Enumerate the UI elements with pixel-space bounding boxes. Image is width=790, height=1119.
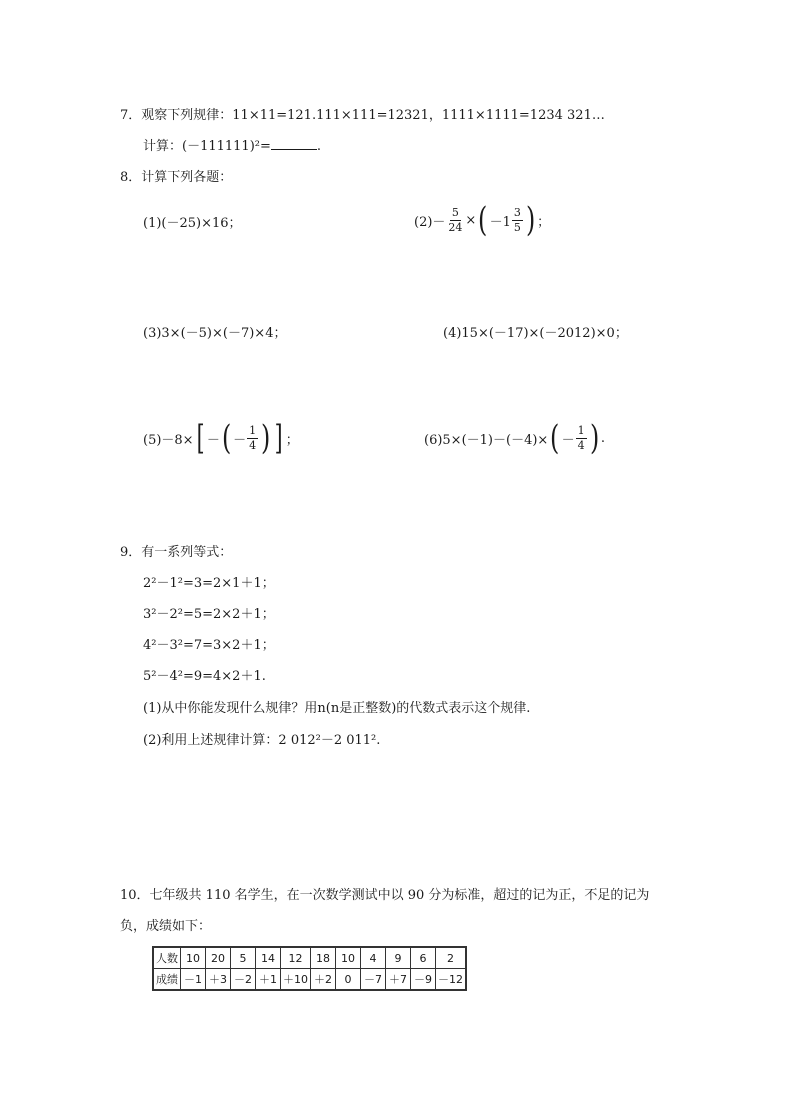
table-cell: 9 [386, 947, 411, 969]
table-cell: 10 [181, 947, 206, 969]
q7-line1: 7．观察下列规律：11×11=121.111×111=12321，1111×1111=1234 321… [120, 108, 605, 123]
left-paren: ( [221, 418, 232, 458]
table-cell: 18 [311, 947, 336, 969]
times-sign: × [465, 212, 477, 228]
q8-part4: (4)15×(－17)×(－2012)×0； [443, 326, 628, 341]
fraction-5-24 [446, 206, 464, 235]
right-bracket: ] [275, 418, 284, 458]
table-cell: －2 [231, 969, 256, 991]
row-label-score: 成绩 [153, 969, 181, 991]
fraction-denominator: 4 [577, 438, 585, 452]
q8-part5 [143, 418, 299, 458]
q8-part2-prefix: (2)－ [414, 214, 446, 230]
q8-part5-suffix: ； [285, 432, 299, 448]
table-cell: 5 [231, 947, 256, 969]
q9-eq3: 4²－3²=7=3×2＋1； [143, 638, 275, 653]
table-cell: 2 [436, 947, 467, 969]
table-cell: 14 [256, 947, 281, 969]
fraction-numerator: 3 [513, 205, 521, 219]
table-row [153, 947, 466, 969]
inner-sign: － [233, 432, 247, 448]
q7-line2-prefix: 计算：(－111111)²= [143, 139, 271, 154]
left-paren: ( [550, 418, 560, 458]
mixed-whole: －1 [489, 214, 511, 230]
fraction-numerator: 1 [249, 423, 257, 437]
left-paren: ( [478, 200, 488, 240]
table-row [153, 969, 466, 991]
q8-part6-suffix: . [600, 430, 605, 446]
row-label-count: 人数 [153, 947, 181, 969]
right-paren: ) [261, 418, 271, 458]
inner-minus: － [206, 432, 220, 448]
table-cell: 6 [411, 947, 436, 969]
fraction-numerator: 5 [451, 205, 459, 219]
table-cell: －12 [436, 969, 467, 991]
q8-part1: (1)(－25)×16； [143, 216, 242, 231]
q9-sub1: (1)从中你能发现什么规律？用n(n是正整数)的代数式表示这个规律. [143, 701, 531, 716]
q9-sub2: (2)利用上述规律计算：2 012²－2 011². [143, 733, 381, 748]
q8-part2 [414, 200, 550, 240]
table-cell: ＋10 [281, 969, 311, 991]
table-cell: ＋2 [311, 969, 336, 991]
q7-line2-suffix: . [316, 139, 322, 154]
q9-eq4: 5²－4²=9=4×2＋1. [143, 669, 266, 684]
q8-title: 8．计算下列各题： [120, 170, 233, 185]
q8-part6 [424, 418, 605, 458]
table-cell: －7 [361, 969, 386, 991]
q8-part6-prefix: (6)5×(－1)－(－4)× [424, 432, 549, 448]
q9-eq2: 3²－2²=5=2×2＋1； [143, 607, 275, 622]
table-cell: －1 [181, 969, 206, 991]
q10-line2: 负，成绩如下： [120, 919, 212, 934]
table-cell: －9 [411, 969, 436, 991]
right-paren: ) [525, 200, 536, 240]
mixed-number [490, 206, 524, 235]
fraction-denominator: 5 [513, 220, 521, 234]
score-table [152, 946, 467, 991]
fraction-1-4 [247, 424, 258, 453]
q7-line2 [143, 135, 321, 154]
fraction-denominator: 24 [448, 220, 463, 234]
table-cell: 20 [206, 947, 231, 969]
table-cell: 10 [336, 947, 361, 969]
q9-eq1: 2²－1²=3=2×1＋1； [143, 576, 275, 591]
q9-title: 9．有一系列等式： [120, 545, 233, 560]
fraction-sign: － [561, 432, 575, 448]
answer-blank [271, 137, 317, 150]
table-cell: ＋3 [206, 969, 231, 991]
q10-line1: 10．七年级共 110 名学生，在一次数学测试中以 90 分为标准，超过的记为正，不足的记为 [120, 888, 650, 903]
right-paren: ) [589, 418, 599, 458]
q8-part5-prefix: (5)－8× [143, 432, 194, 448]
q8-part3: (3)3×(－5)×(－7)×4； [143, 326, 287, 341]
fraction-1-4 [576, 424, 587, 453]
table-cell: 12 [281, 947, 311, 969]
score-table-wrapper [152, 946, 467, 991]
mixed-fraction [512, 206, 523, 235]
table-cell: 4 [361, 947, 386, 969]
table-cell: 0 [336, 969, 361, 991]
q8-part2-suffix: ； [537, 214, 551, 230]
table-cell: ＋1 [256, 969, 281, 991]
fraction-numerator: 1 [577, 423, 585, 437]
fraction-denominator: 4 [249, 438, 257, 452]
table-cell: ＋7 [386, 969, 411, 991]
left-bracket: [ [196, 418, 205, 458]
